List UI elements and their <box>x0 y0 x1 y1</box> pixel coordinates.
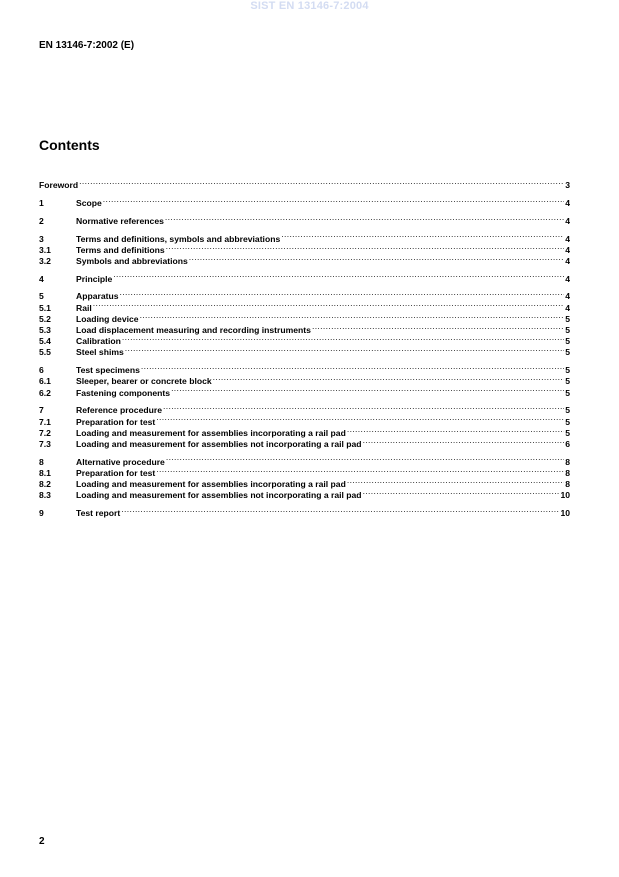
toc-dot-leader <box>120 288 565 299</box>
toc-entry-page: 5 <box>565 365 570 376</box>
toc-entry-number: 6.1 <box>39 376 51 387</box>
toc-entry-number: 3.2 <box>39 255 51 266</box>
toc-dot-leader <box>347 476 564 487</box>
toc-entry-4[interactable] <box>39 271 570 282</box>
toc-dot-leader <box>189 253 564 264</box>
toc-entry-number: 8.1 <box>39 467 51 478</box>
toc-entry-number: 8 <box>39 456 44 467</box>
toc-entry-foreword[interactable] <box>39 177 570 191</box>
toc-dot-leader <box>213 373 565 384</box>
toc-entry-9[interactable] <box>39 505 570 519</box>
toc-dot-leader <box>141 362 564 373</box>
toc-entry-page: 5 <box>565 405 570 416</box>
toc-entry-page: 8 <box>565 467 570 478</box>
toc-entry-page: 4 <box>565 291 570 302</box>
toc-dot-leader <box>347 425 564 436</box>
toc-entry-title: Calibration <box>76 336 121 347</box>
toc-entry-number: 5.5 <box>39 347 51 358</box>
toc-entry-5[interactable] <box>39 288 570 302</box>
toc-dot-leader <box>166 242 565 253</box>
toc-entry-title: Apparatus <box>76 291 119 302</box>
toc-entry-number: 4 <box>39 273 44 284</box>
toc-entry-page: 4 <box>565 255 570 266</box>
toc-entry-title: Test specimens <box>76 365 140 376</box>
toc-dot-leader <box>140 311 565 322</box>
toc-entry-number: 3.1 <box>39 244 51 255</box>
toc-entry-number: 7.2 <box>39 427 51 438</box>
toc-entry-title: Fastening components <box>76 387 171 398</box>
toc-entry-number: 5.1 <box>39 302 51 313</box>
toc-dot-leader <box>79 177 564 188</box>
toc-entry-title: Loading device <box>76 313 139 324</box>
toc-dot-leader <box>125 344 564 355</box>
toc-entry-page: 8 <box>565 479 570 490</box>
toc-entry-number: 5 <box>39 291 44 302</box>
toc-entry-title: Steel shims <box>76 347 124 358</box>
toc-entry-5-2[interactable] <box>39 311 570 322</box>
toc-entry-6[interactable] <box>39 362 570 376</box>
toc-dot-leader <box>93 299 564 310</box>
toc-dot-leader <box>163 402 564 413</box>
toc-entry-page: 10 <box>560 508 570 519</box>
toc-entry-title: Normative references <box>76 215 164 226</box>
toc-entry-page: 4 <box>565 273 570 284</box>
toc-entry-title: Preparation for test <box>76 416 156 427</box>
toc-entry-number: 6.2 <box>39 387 51 398</box>
toc-dot-leader <box>113 271 564 282</box>
toc-entry-title: Loading and measurement for assemblies incorporating a rail pad <box>76 427 346 438</box>
toc-entry-title: Test report <box>76 508 121 519</box>
toc-entry-title: Loading and measurement for assemblies incorporating a rail pad <box>76 479 346 490</box>
toc-dot-leader <box>165 213 564 224</box>
toc-entry-title: Terms and definitions, symbols and abbreviations <box>76 233 281 244</box>
toc-dot-leader <box>171 384 564 395</box>
toc-dot-leader <box>103 195 564 206</box>
toc-entry-title: Terms and definitions <box>76 244 165 255</box>
toc-entry-page: 4 <box>565 244 570 255</box>
toc-entry-page: 5 <box>565 376 570 387</box>
toc-dot-leader <box>281 230 564 241</box>
toc-entry-title: Loading and measurement for assemblies not incorporating a rail pad <box>76 490 362 501</box>
toc-entry-page: 6 <box>565 438 570 449</box>
toc-entry-7[interactable] <box>39 402 570 416</box>
toc-entry-number: 9 <box>39 508 44 519</box>
toc-entry-8[interactable] <box>39 454 570 465</box>
toc-entry-title: Loading and measurement for assemblies not incorporating a rail pad <box>76 438 362 449</box>
toc-entry-number: 7 <box>39 405 44 416</box>
toc-entry-number: 8.2 <box>39 479 51 490</box>
toc-entry-number: 8.3 <box>39 490 51 501</box>
table-of-contents <box>39 177 570 519</box>
toc-entry-3[interactable] <box>39 230 570 244</box>
toc-entry-number: 1 <box>39 197 44 208</box>
watermark: SIST EN 13146-7:2004 <box>250 0 369 12</box>
toc-entry-page: 4 <box>565 215 570 226</box>
toc-entry-page: 5 <box>565 336 570 347</box>
toc-entry-page: 8 <box>565 456 570 467</box>
toc-entry-title: Scope <box>76 197 102 208</box>
toc-entry-page: 5 <box>565 427 570 438</box>
toc-entry-number: 7.3 <box>39 438 51 449</box>
toc-entry-number: 5.2 <box>39 313 51 324</box>
contents-heading: Contents <box>39 137 100 153</box>
toc-entry-title: Foreword <box>39 180 79 191</box>
page-number: 2 <box>39 836 45 847</box>
toc-entry-page: 3 <box>565 180 570 191</box>
toc-dot-leader <box>363 487 560 498</box>
toc-dot-leader <box>121 505 559 516</box>
document-id: EN 13146-7:2002 (E) <box>39 40 135 51</box>
toc-entry-title: Load displacement measuring and recording instruments <box>76 325 311 336</box>
toc-entry-page: 10 <box>560 490 570 501</box>
toc-entry-title: Rail <box>76 302 92 313</box>
toc-entry-number: 3 <box>39 233 44 244</box>
toc-dot-leader <box>166 454 564 465</box>
toc-entry-title: Symbols and abbreviations <box>76 255 188 266</box>
toc-dot-leader <box>312 322 564 333</box>
toc-entry-page: 4 <box>565 233 570 244</box>
toc-entry-1[interactable] <box>39 195 570 206</box>
toc-dot-leader <box>156 465 564 476</box>
toc-entry-2[interactable] <box>39 213 570 224</box>
toc-dot-leader <box>363 436 565 447</box>
toc-entry-number: 6 <box>39 365 44 376</box>
toc-entry-page: 5 <box>565 387 570 398</box>
toc-entry-number: 5.4 <box>39 336 51 347</box>
toc-entry-number: 7.1 <box>39 416 51 427</box>
toc-entry-page: 4 <box>565 302 570 313</box>
toc-entry-title: Reference procedure <box>76 405 162 416</box>
toc-entry-page: 5 <box>565 347 570 358</box>
toc-dot-leader <box>122 333 564 344</box>
toc-entry-number: 5.3 <box>39 325 51 336</box>
toc-entry-page: 4 <box>565 197 570 208</box>
toc-entry-title: Sleeper, bearer or concrete block <box>76 376 212 387</box>
toc-entry-number: 2 <box>39 215 44 226</box>
toc-dot-leader <box>156 413 564 424</box>
toc-entry-title: Alternative procedure <box>76 456 165 467</box>
toc-entry-page: 5 <box>565 313 570 324</box>
toc-entry-5-1[interactable] <box>39 299 570 313</box>
toc-entry-page: 5 <box>565 325 570 336</box>
toc-entry-page: 5 <box>565 416 570 427</box>
toc-entry-title: Principle <box>76 273 113 284</box>
toc-entry-title: Preparation for test <box>76 467 156 478</box>
